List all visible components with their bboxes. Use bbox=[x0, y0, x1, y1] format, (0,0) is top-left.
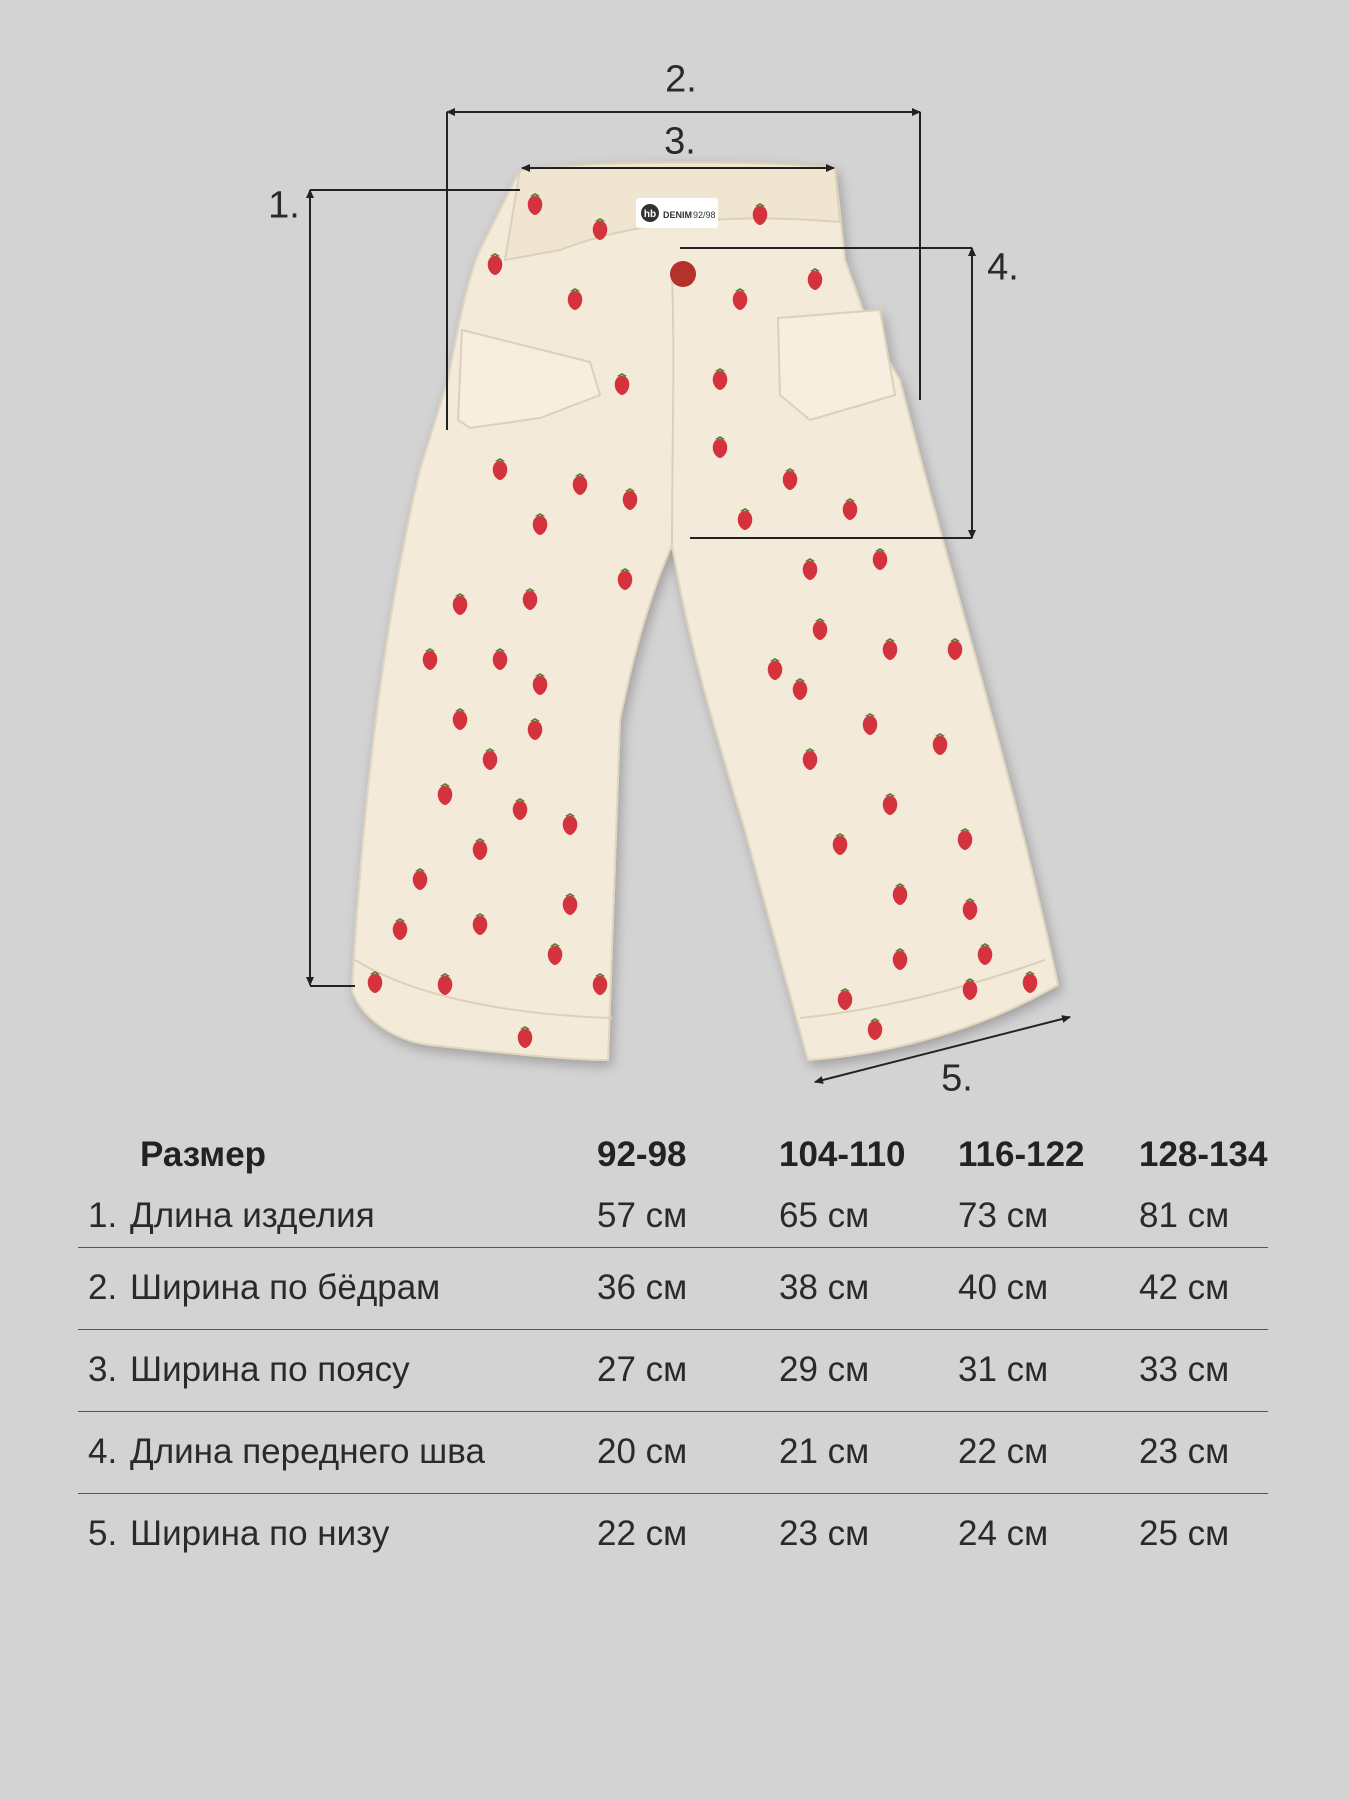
table-row bbox=[78, 1247, 1268, 1329]
table-cell: 31 см bbox=[958, 1350, 1049, 1389]
dim-label-3: 3. bbox=[664, 120, 696, 163]
table-cell: 22 см bbox=[597, 1514, 688, 1554]
size-header: 116-122 bbox=[958, 1135, 1085, 1174]
dim-label-1: 1. bbox=[268, 184, 300, 227]
table-cell: 23 см bbox=[1139, 1432, 1230, 1471]
table-cell: 57 см bbox=[597, 1195, 688, 1235]
row-label bbox=[78, 1329, 597, 1411]
table-cell: 20 см bbox=[597, 1432, 688, 1471]
table-cell: 24 см bbox=[958, 1514, 1049, 1554]
row-label-text: Ширина по низу bbox=[130, 1514, 390, 1554]
dim-label-5: 5. bbox=[941, 1057, 973, 1100]
table-cell: 29 см bbox=[779, 1350, 870, 1389]
table-cell: 65 см bbox=[779, 1195, 870, 1235]
size-header: 92-98 bbox=[597, 1135, 687, 1174]
table-cell: 38 см bbox=[779, 1268, 870, 1307]
fly-seam bbox=[672, 275, 673, 545]
table-row bbox=[78, 1411, 1268, 1493]
dim-label-2: 2. bbox=[665, 58, 697, 101]
size-header-label: Размер bbox=[140, 1135, 267, 1174]
table-cell: 73 см bbox=[958, 1195, 1049, 1235]
row-number: 3. bbox=[88, 1350, 118, 1389]
row-number: 5. bbox=[88, 1514, 118, 1554]
row-number: 4. bbox=[88, 1432, 118, 1471]
table-row bbox=[78, 1329, 1268, 1411]
row-label-text: Ширина по поясу bbox=[130, 1350, 410, 1389]
table-cell: 40 см bbox=[958, 1268, 1049, 1307]
table-cell: 25 см bbox=[1139, 1514, 1230, 1554]
table-cell: 33 см bbox=[1139, 1350, 1230, 1389]
table-row bbox=[78, 1185, 1268, 1247]
size-chart-table bbox=[78, 1125, 1268, 1575]
table-header-row bbox=[78, 1125, 1268, 1185]
tag-size: 92/98 bbox=[693, 210, 716, 220]
table-cell: 27 см bbox=[597, 1350, 688, 1389]
dim-label-4: 4. bbox=[987, 246, 1019, 289]
table-cell: 81 см bbox=[1139, 1195, 1230, 1235]
waist-button bbox=[670, 261, 696, 287]
tag-logo: hb bbox=[643, 209, 657, 220]
row-label-text: Длина переднего шва bbox=[130, 1432, 485, 1471]
row-number: 1. bbox=[88, 1195, 118, 1235]
table-cell: 36 см bbox=[597, 1268, 688, 1307]
row-label bbox=[78, 1493, 597, 1575]
size-tag bbox=[636, 198, 718, 228]
size-header: 104-110 bbox=[779, 1135, 906, 1174]
table-cell: 42 см bbox=[1139, 1268, 1230, 1307]
table-cell: 22 см bbox=[958, 1432, 1049, 1471]
row-label bbox=[78, 1411, 597, 1493]
table-cell: 23 см bbox=[779, 1514, 870, 1554]
row-label-text: Ширина по бёдрам bbox=[130, 1268, 441, 1307]
table-cell: 21 см bbox=[779, 1432, 870, 1471]
pants-illustration bbox=[352, 162, 1058, 1060]
row-label-text: Длина изделия bbox=[130, 1195, 375, 1235]
row-number: 2. bbox=[88, 1268, 118, 1307]
row-label bbox=[78, 1247, 597, 1329]
tag-brand: DENIM bbox=[663, 210, 692, 220]
table-row bbox=[78, 1493, 1268, 1575]
row-label bbox=[78, 1185, 597, 1247]
size-header: 128-134 bbox=[1139, 1135, 1268, 1174]
